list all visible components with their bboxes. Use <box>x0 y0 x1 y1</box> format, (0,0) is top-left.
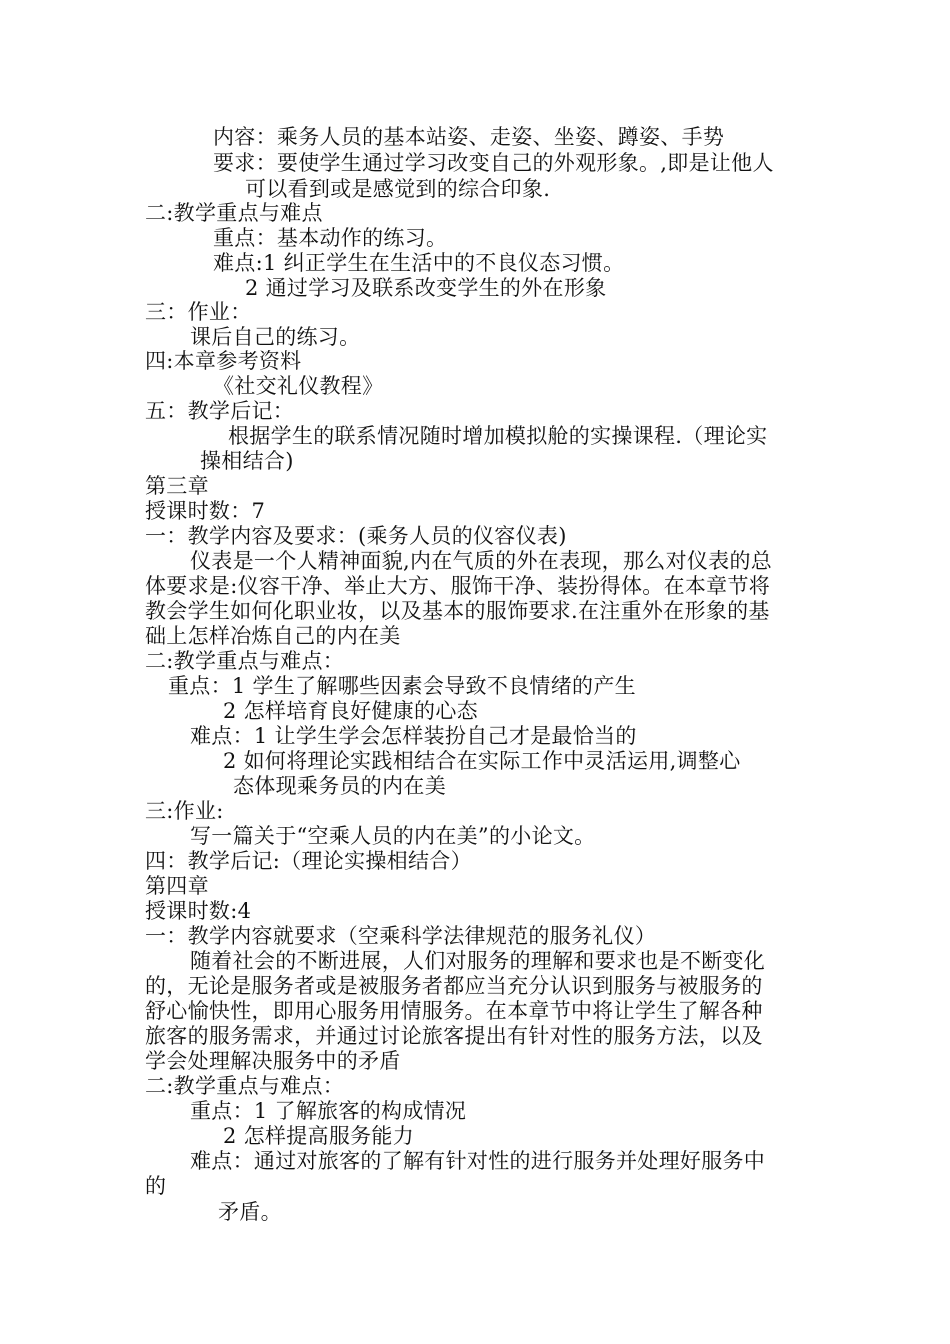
text-line: 可以看到或是感觉到的综合印象. <box>245 177 551 201</box>
text-line: 矛盾。 <box>218 1200 282 1224</box>
text-line: 根据学生的联系情况随时增加模拟舱的实操课程.（理论实 <box>228 424 768 448</box>
section-heading: 一：教学内容就要求（空乘科学法律规范的服务礼仪） <box>145 924 657 948</box>
section-heading: 二:教学重点与难点： <box>145 649 345 673</box>
class-hours: 授课时数:4 <box>145 899 252 923</box>
text-line: 2 怎样提高服务能力 <box>223 1124 415 1148</box>
text-line: 2 怎样培育良好健康的心态 <box>223 699 478 723</box>
section-heading: 五：教学后记： <box>145 399 295 423</box>
text-line: 仪表是一个人精神面貌,内在气质的外在表现，那么对仪表的总 <box>190 549 773 573</box>
text-line: 要求：要使学生通过学习改变自己的外观形象。,即是让他人 <box>213 151 774 175</box>
text-line: 重点：基本动作的练习。 <box>213 226 448 250</box>
section-heading: 三：作业： <box>145 300 252 324</box>
section-heading: 四：教学后记:（理论实操相结合） <box>145 849 472 873</box>
text-line: 学会处理解决服务中的矛盾 <box>145 1049 401 1073</box>
chapter-title: 第四章 <box>145 874 209 898</box>
text-line: 随着社会的不断进展，人们对服务的理解和要求也是不断变化 <box>190 949 766 973</box>
text-line: 旅客的服务需求，并通过讨论旅客提出有针对性的服务方法，以及 <box>145 1024 763 1048</box>
text-line: 态体现乘务员的内在美 <box>233 774 446 798</box>
text-line: 教会学生如何化职业妆，以及基本的服饰要求.在注重外在形象的基 <box>145 599 770 623</box>
text-line: 难点:1 纠正学生在生活中的不良仪态习惯。 <box>213 251 625 275</box>
text-line: 难点：通过对旅客的了解有针对性的进行服务并处理好服务中 <box>190 1149 766 1173</box>
text-line: 难点：1 让学生学会怎样装扮自己才是最恰当的 <box>190 724 637 748</box>
text-line: 课后自己的练习。 <box>190 325 361 349</box>
text-line: 舒心愉快性，即用心服务用情服务。在本章节中将让学生了解各种 <box>145 999 763 1023</box>
text-line: 《社交礼仪教程》 <box>213 374 384 398</box>
text-line: 2 通过学习及联系改变学生的外在形象 <box>245 276 607 300</box>
section-heading: 二:教学重点与难点： <box>145 1074 345 1098</box>
section-heading: 四:本章参考资料 <box>145 349 302 373</box>
text-line: 内容：乘务人员的基本站姿、走姿、坐姿、蹲姿、手势 <box>213 125 725 149</box>
text-line: 础上怎样冶炼自己的内在美 <box>145 624 401 648</box>
text-line: 的，无论是服务者或是被服务者都应当充分认识到服务与被服务的 <box>145 974 763 998</box>
text-line: 的 <box>145 1174 167 1198</box>
section-heading: 二:教学重点与难点 <box>145 201 323 225</box>
class-hours: 授课时数：7 <box>145 499 266 523</box>
section-heading: 三:作业: <box>145 799 224 823</box>
text-line: 写一篇关于“空乘人员的内在美”的小论文。 <box>190 824 596 848</box>
text-line: 操相结合) <box>200 449 294 473</box>
text-line: 重点：1 学生了解哪些因素会导致不良情绪的产生 <box>168 674 636 698</box>
section-heading: 一：教学内容及要求：(乘务人员的仪容仪表) <box>145 524 567 548</box>
text-line: 体要求是:仪容干净、举止大方、服饰干净、装扮得体。在本章节将 <box>145 574 771 598</box>
chapter-title: 第三章 <box>145 474 209 498</box>
text-line: 重点：1 了解旅客的构成情况 <box>190 1099 467 1123</box>
text-line: 2 如何将理论实践相结合在实际工作中灵活运用,调整心 <box>223 749 741 773</box>
